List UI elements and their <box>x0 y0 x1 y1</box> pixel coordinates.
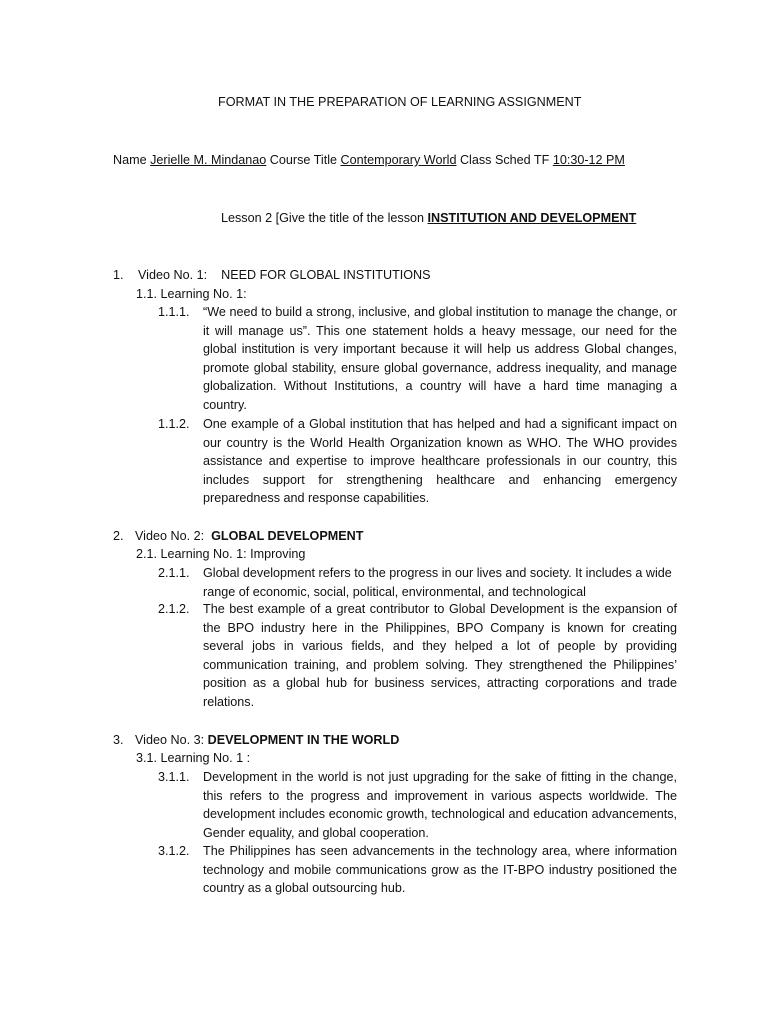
item-number: 2.1.1. <box>158 566 190 580</box>
name-label: Name <box>113 153 147 167</box>
item-text: Development in the world is not just upgrading for the sake of fitting in the change, this refers to the progress and improvement in various aspects worldwide. The development includes economic growth, technological and education advancements, Gender equality, and global cooperation. <box>203 770 677 840</box>
item-number: 2.1.2. <box>158 602 190 616</box>
document-title: FORMAT IN THE PREPARATION OF LEARNING ASSIGNMENT <box>218 95 582 109</box>
section-number: 1. <box>113 268 124 282</box>
video-heading <box>135 527 363 546</box>
item-text: “We need to build a strong, inclusive, and global institution to manage the change, or it will manage us”. This one statement holds a heavy message, our need for the global institution is very important because it will help us address Global changes, promote global stability, ensure global governance, address inequality, and manage globalization. Without Institutions, a country will have a hard time managing a country. <box>203 305 677 412</box>
item-number: 1.1.1. <box>158 305 190 319</box>
section-number: 3. <box>113 733 124 747</box>
header-line <box>113 151 625 170</box>
lesson-line <box>221 209 636 228</box>
course-label: Course Title <box>269 153 337 167</box>
name-value: Jerielle M. Mindanao <box>150 153 267 167</box>
course-value: Contemporary World <box>340 153 457 167</box>
item-text: The best example of a great contributor to Global Development is the expansion of the BPO industry here in the Philippines, BPO Company is known for creating several jobs in various fields, and they helped a lot of people by providing communication training, and problem solving. They strengthened the Philippines’ position as a global hub for business services, attracting corporations and trade relations. <box>203 602 677 709</box>
video-title: NEED FOR GLOBAL INSTITUTIONS <box>221 268 431 282</box>
learning-heading: 2.1. Learning No. 1: Improving <box>136 547 306 561</box>
video-heading <box>135 731 399 750</box>
lesson-prefix: Lesson 2 [Give the title of the lesson <box>221 211 425 225</box>
item-number: 1.1.2. <box>158 417 190 431</box>
video-title: DEVELOPMENT IN THE WORLD <box>207 733 400 747</box>
item-text: Global development refers to the progress in our lives and society. It includes a wide range of economic, social, political, environmental, and technological <box>203 566 672 599</box>
video-label: Video No. 2: <box>135 529 205 543</box>
video-label: Video No. 3: <box>135 733 205 747</box>
video-label: Video No. 1: <box>138 268 208 282</box>
sched-label: Class Sched TF <box>459 153 550 167</box>
video-title: GLOBAL DEVELOPMENT <box>211 529 364 543</box>
learning-heading: 3.1. Learning No. 1 : <box>136 751 251 765</box>
sched-value: 10:30-12 PM <box>552 153 625 167</box>
lesson-title: INSTITUTION AND DEVELOPMENT <box>427 211 637 225</box>
item-text: One example of a Global institution that has helped and had a significant impact on our country is the World Health Organization known as WHO. The WHO provides assistance and expertise to improve healthcare professionals in our country, this includes support for strengthening healthcare and enhancing emergency preparedness and response capabilities. <box>203 417 677 506</box>
section-number: 2. <box>113 529 124 543</box>
item-number: 3.1.2. <box>158 844 190 858</box>
video-heading <box>138 266 431 285</box>
item-text: The Philippines has seen advancements in the technology area, where information technology and mobile communications grow as the IT-BPO industry positioned the country as a global outsourcing hub. <box>203 844 677 896</box>
item-number: 3.1.1. <box>158 770 190 784</box>
learning-heading: 1.1. Learning No. 1: <box>136 287 247 301</box>
